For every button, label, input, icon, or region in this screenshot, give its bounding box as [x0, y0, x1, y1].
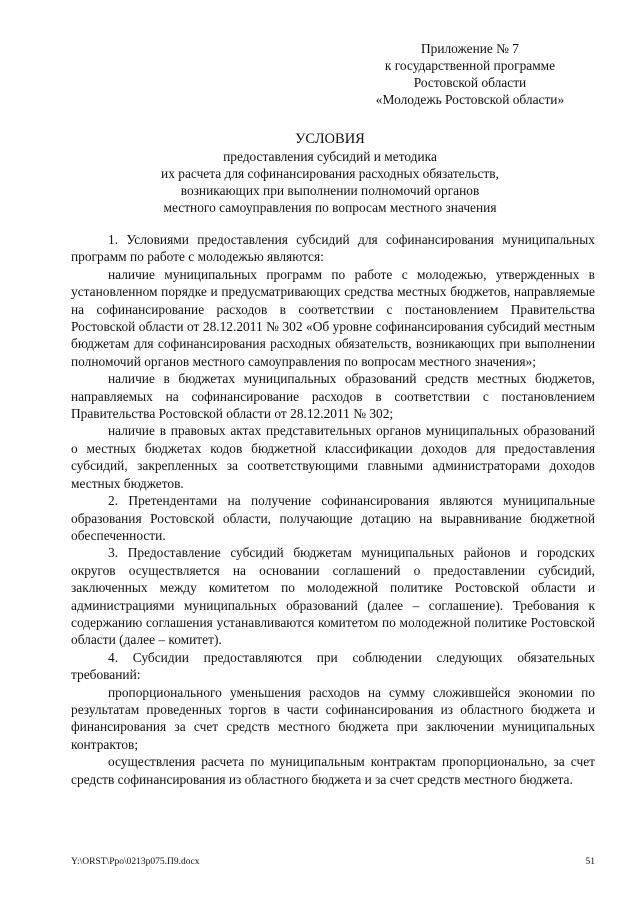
paragraph: 4. Субсидии предоставляются при соблюдении следующих обязательных требований:	[71, 649, 595, 683]
file-path: Y:\ORST\Ppo\0213p075.П9.docx	[71, 857, 200, 867]
paragraph: наличие в правовых актах представительных органов муниципальных образований о местных бюджетах кодов бюджетной классификации доходов для предоставления субсидий, закрепленных за соответствующими главными администраторами доходов местных бюджетов.	[71, 423, 595, 491]
paragraph: осуществления расчета по муниципальным контрактам пропорционально, за счет средств софинансирования из областного бюджета и за счет средств местного бюджета.	[71, 754, 595, 787]
title-block	[60, 130, 600, 216]
subtitle-line: предоставления субсидий и методика	[223, 149, 437, 164]
subtitle-line: их расчета для софинансирования расходных обязательств,	[161, 166, 499, 181]
paragraph: 3. Предоставление субсидий бюджетам муниципальных районов и городских округов осуществляется на основании соглашений о предоставлении субсидий, заключенных между комитетом по молодежной политике Ростовской области и администрациями муниципальных образований (далее – соглашение). Требования к содержанию соглашения устанавливаются комитетом по молодежной политике Ростовской области (далее – комитет).	[71, 545, 595, 648]
appendix-line: Приложение № 7	[420, 41, 520, 56]
paragraph: 1. Условиями предоставления субсидий для софинансирования муниципальных программ по работе с молодежью являются:	[71, 232, 595, 265]
subtitle-line: местного самоуправления по вопросам местного значения	[163, 200, 497, 215]
paragraph: 2. Претендентами на получение софинансирования являются муниципальные образования Ростовской области, получающие дотацию на выравнивание бюджетной обеспеченности.	[71, 493, 595, 543]
appendix-line: к государственной программе	[384, 58, 556, 73]
subtitle-line: возникающих при выполнении полномочий органов	[180, 183, 480, 198]
document-title: УСЛОВИЯ	[295, 131, 365, 147]
appendix-line: «Молодежь Ростовской области»	[375, 92, 565, 107]
page-number: 51	[585, 857, 595, 867]
paragraph: наличие муниципальных программ по работе с молодежью, утвержденных в установленном порядке и предусматривающих средства местных бюджетов, направляемые на софинансирование расходов в соответствии с постановлением Правительства Ростовской области от 28.12.2011 № 302 «Об уровне софинансирования субсидий местным бюджетам для софинансирования расходных обязательств, возникающих при выполнении полномочий органов местного самоуправления по вопросам местного значения»;	[71, 266, 595, 369]
appendix-header	[340, 40, 600, 108]
document-subtitle	[60, 148, 600, 216]
appendix-line: Ростовской области	[413, 75, 527, 90]
body-text	[71, 231, 595, 788]
paragraph: наличие в бюджетах муниципальных образований средств местных бюджетов, направляемых на софинансирование расходов в соответствии с постановлением Правительства Ростовской области от 28.12.2011 № 302;	[71, 371, 595, 422]
paragraph: пропорционального уменьшения расходов на сумму сложившейся экономии по результатам проведенных торгов в части софинансирования из областного бюджета и финансирования за счет средств местного бюджета при заключении муниципальных контрактов;	[71, 684, 595, 752]
